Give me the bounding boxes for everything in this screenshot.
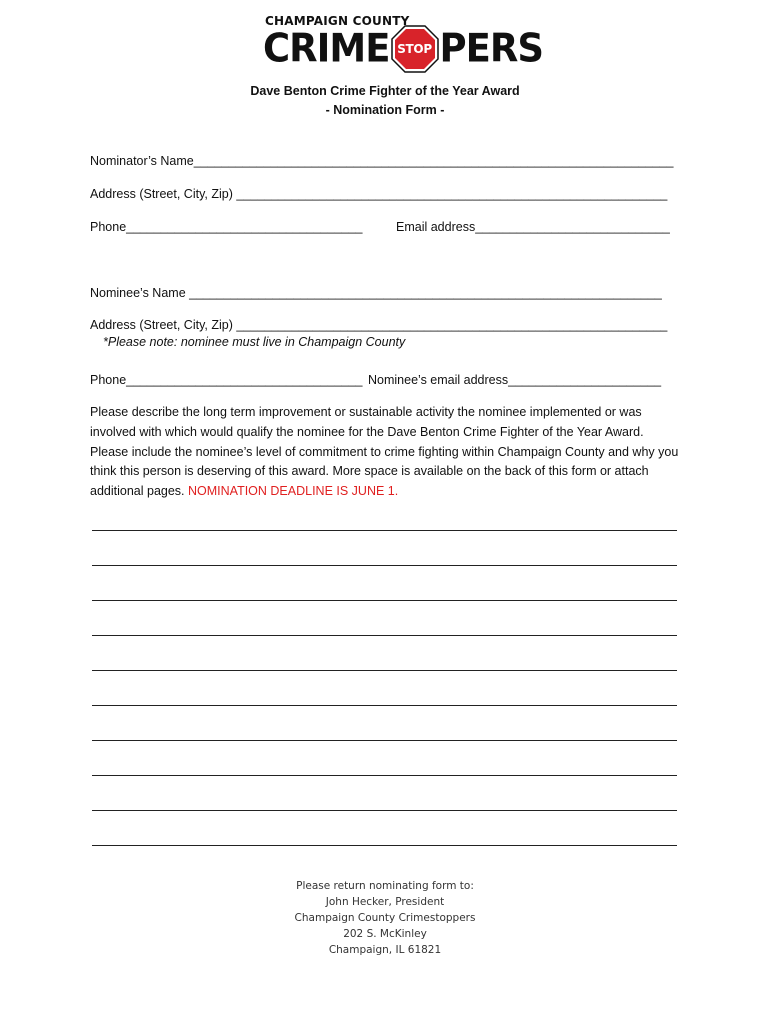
- logo-word-pers: PERS: [439, 25, 544, 72]
- answer-line[interactable]: [92, 600, 677, 601]
- answer-line[interactable]: [92, 635, 677, 636]
- nominator-name-field[interactable]: Nominator’s Name_____________________________________________________________________: [90, 154, 674, 168]
- form-header: [0, 82, 770, 120]
- answer-line[interactable]: [92, 810, 677, 811]
- nominee-address-field[interactable]: Address (Street, City, Zip) ______________________________________________________________: [90, 318, 668, 332]
- answer-line[interactable]: [92, 845, 677, 846]
- answer-line[interactable]: [92, 670, 677, 671]
- instructions-paragraph: [90, 403, 680, 502]
- nominee-name-field[interactable]: Nominee’s Name ____________________________________________________________________: [90, 286, 662, 300]
- return-street: 202 S. McKinley: [343, 928, 427, 940]
- return-organization: Champaign County Crimestoppers: [294, 912, 476, 924]
- return-city: Champaign, IL 61821: [328, 944, 442, 956]
- answer-line[interactable]: [92, 775, 677, 776]
- nominee-residency-note: *Please note: nominee must live in Champaign County: [103, 335, 406, 349]
- form-subtitle: - Nomination Form -: [325, 103, 445, 117]
- instructions-text: Please describe the long term improvement or sustainable activity the nominee implemented or was involved with which would qualify the nominee for the Dave Benton Crime Fighter of the Year Award. Please include the nominee’s level of commitment to crime fighting within Champaign County and why you think this person is deserving of this award. More space is available on the back of this form or attach additional pages.: [90, 405, 679, 499]
- stop-sign-text: STOP: [397, 42, 432, 56]
- answer-line[interactable]: [92, 740, 677, 741]
- answer-line[interactable]: [92, 705, 677, 706]
- answer-line[interactable]: [92, 530, 677, 531]
- nominator-phone-field[interactable]: Phone__________________________________: [90, 220, 363, 234]
- form-title: Dave Benton Crime Fighter of the Year Award: [250, 84, 520, 98]
- return-address-block: [0, 878, 770, 958]
- return-contact-name: John Hecker, President: [325, 896, 445, 908]
- nominator-email-field[interactable]: Email address____________________________: [396, 220, 670, 234]
- crimestoppers-logo: [263, 14, 544, 72]
- stop-sign-icon: [391, 25, 439, 73]
- nominee-phone-field[interactable]: Phone__________________________________: [90, 373, 363, 387]
- logo-word-crime: CRIME: [263, 25, 390, 72]
- logo-county-text: CHAMPAIGN COUNTY: [265, 14, 410, 28]
- deadline-notice: NOMINATION DEADLINE IS JUNE 1.: [188, 484, 399, 499]
- return-instruction: Please return nominating form to:: [296, 880, 474, 892]
- answer-line[interactable]: [92, 565, 677, 566]
- nominator-address-field[interactable]: Address (Street, City, Zip) ______________________________________________________________: [90, 187, 668, 201]
- nominee-email-field[interactable]: Nominee’s email address______________________: [368, 373, 662, 387]
